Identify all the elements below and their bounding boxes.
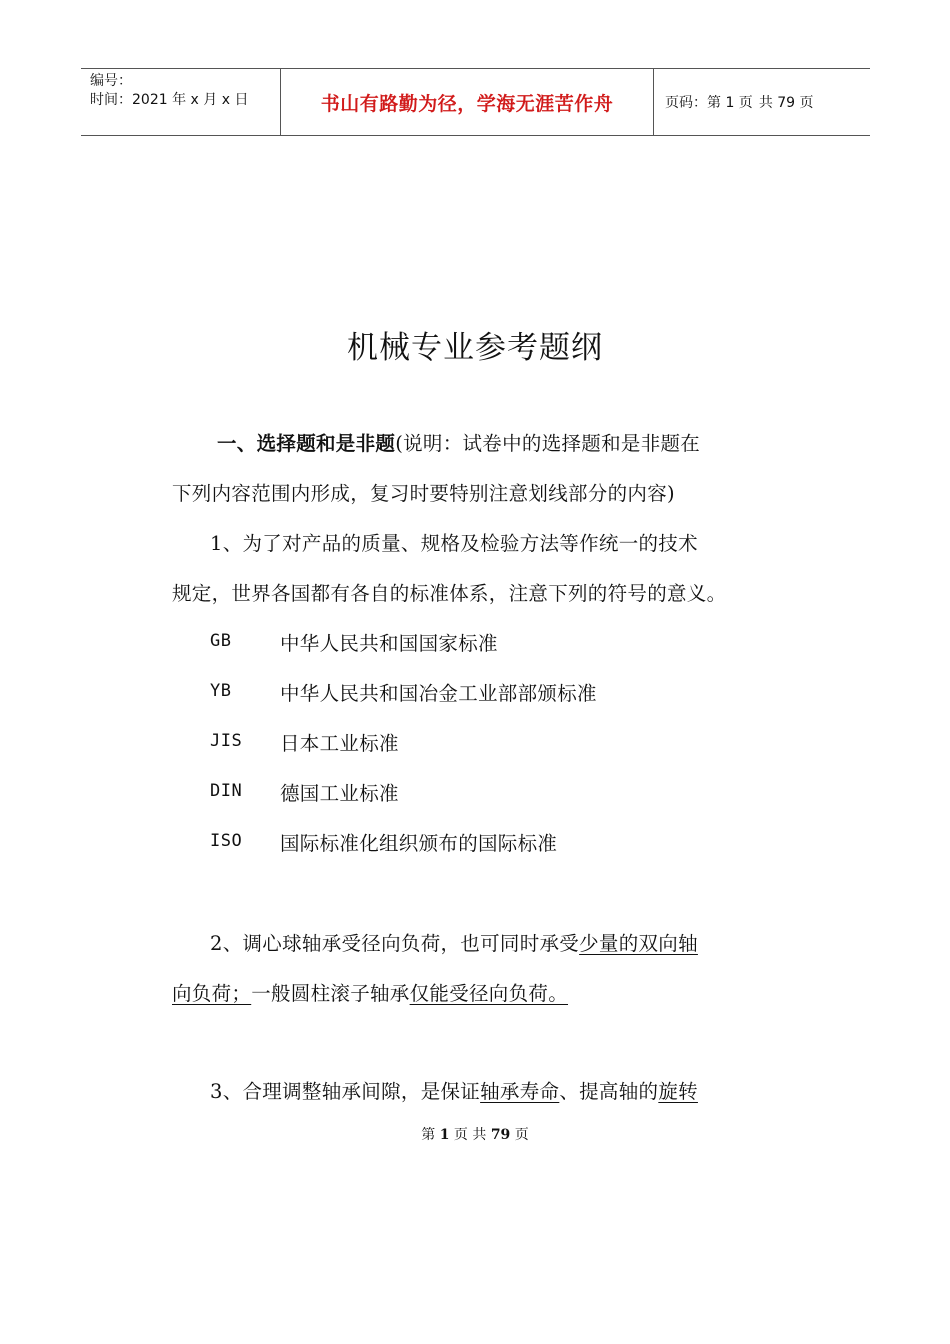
standard-code: ISO xyxy=(210,831,243,851)
footer-total-pages: 79 xyxy=(490,1127,511,1143)
item1-line2: 规定，世界各国都有各自的标准体系，注意下列的符号的意义。 xyxy=(172,582,727,605)
document-title: 机械专业参考题纲 xyxy=(347,330,603,366)
footer-page-number: 1 xyxy=(439,1127,450,1143)
item3-underlined-d: 旋转 xyxy=(658,1080,698,1103)
standard-desc: 中华人民共和国冶金工业部部颁标准 xyxy=(280,682,597,705)
standard-code: YB xyxy=(210,681,232,701)
standard-desc: 国际标准化组织颁布的国际标准 xyxy=(280,832,558,855)
item2-line2 xyxy=(172,978,568,1006)
header-meta xyxy=(81,69,281,135)
footer-middle: 页 共 xyxy=(453,1127,487,1143)
item3-text-c: 、提高轴的 xyxy=(559,1080,659,1103)
item2-line1 xyxy=(210,928,698,956)
item2-text-a: 2、调心球轴承受径向负荷，也可同时承受 xyxy=(210,932,580,955)
standard-desc: 日本工业标准 xyxy=(280,732,399,755)
section1-note-a: (说明：试卷中的选择题和是非题在 xyxy=(395,432,701,455)
item3-text-a: 3、合理调整轴承间隙，是保证 xyxy=(210,1080,481,1103)
item3-underlined-b: 轴承寿命 xyxy=(480,1080,560,1103)
number-label: 编号： xyxy=(90,73,132,89)
header-motto: 书山有路勤为径，学海无涯苦作舟 xyxy=(320,92,614,115)
standard-desc: 德国工业标准 xyxy=(280,782,399,805)
header-total-label: 共 79 页 xyxy=(758,95,814,111)
section1-line1 xyxy=(217,428,700,456)
item2-text-d: 一般圆柱滚子轴承 xyxy=(251,982,410,1005)
page-header xyxy=(81,68,870,136)
header-page-label: 页码：第 1 页 xyxy=(665,95,753,111)
standard-code: JIS xyxy=(210,731,243,751)
footer-suffix: 页 xyxy=(514,1127,529,1143)
header-motto-cell xyxy=(281,69,654,135)
time-label: 时间：2021 年 x 月 x 日 xyxy=(90,92,249,108)
standard-code: GB xyxy=(210,631,232,651)
section1-heading: 一、选择题和是非题 xyxy=(217,432,396,455)
page-footer xyxy=(0,1124,950,1144)
section1-note-b: 下列内容范围内形成，复习时要特别注意划线部分的内容) xyxy=(172,482,675,505)
footer-prefix: 第 xyxy=(421,1127,436,1143)
item1-line1: 1、为了对产品的质量、规格及检验方法等作统一的技术 xyxy=(210,532,698,555)
item2-underlined-e: 仅能受径向负荷。 xyxy=(409,982,569,1005)
standard-code: DIN xyxy=(210,781,243,801)
item2-underlined-b: 少量的双向轴 xyxy=(579,932,698,955)
standard-desc: 中华人民共和国国家标准 xyxy=(280,632,498,655)
item2-underlined-c: 向负荷； xyxy=(172,982,252,1005)
header-page-cell xyxy=(654,69,870,135)
item3-line1 xyxy=(210,1076,698,1104)
